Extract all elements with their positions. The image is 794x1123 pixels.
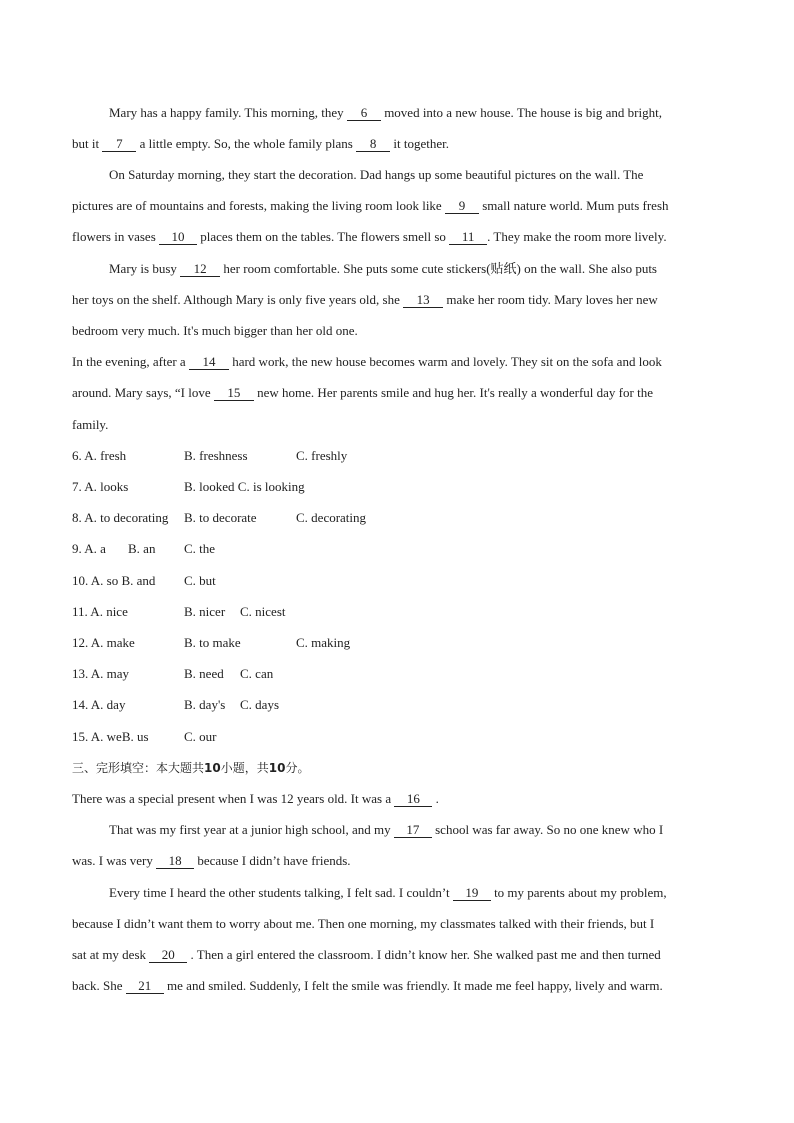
blank-8: 8 bbox=[356, 137, 390, 152]
passage-line bbox=[72, 853, 351, 869]
blank-9: 9 bbox=[445, 199, 479, 214]
text: new home. Her parents smile and hug her. It's really a wonderful day for the bbox=[253, 385, 653, 400]
passage-line bbox=[109, 822, 663, 838]
option-a: 9. A. a bbox=[72, 541, 106, 556]
option-a: 13. A. may bbox=[72, 666, 130, 681]
option-c: C. decorating bbox=[296, 510, 367, 525]
text: pictures are of mountains and forests, making the living room look like bbox=[72, 198, 445, 213]
option-a: 7. A. looks bbox=[72, 479, 129, 494]
text: her toys on the shelf. Although Mary is only five years old, she bbox=[72, 292, 404, 307]
text: because I didn’t want them to worry about me. Then one morning, my classmates talked with their friends, but I bbox=[72, 916, 655, 931]
text: to my parents about my problem, bbox=[490, 885, 667, 900]
blank-15: 15 bbox=[214, 386, 254, 401]
option-a: 15. A. weB. us bbox=[72, 729, 149, 744]
blank-14: 14 bbox=[189, 355, 229, 370]
passage-line bbox=[72, 791, 439, 807]
option-b: B. freshness bbox=[184, 448, 248, 463]
passage-line bbox=[109, 105, 662, 121]
option-c: C. nicest bbox=[240, 604, 286, 619]
text: 10 bbox=[204, 761, 221, 775]
passage-line bbox=[72, 136, 449, 152]
text: Every time I heard the other students talking, I felt sad. I couldn’t bbox=[109, 885, 453, 900]
passage-line bbox=[72, 385, 653, 401]
passage-line bbox=[109, 885, 667, 901]
option-c: C. making bbox=[296, 635, 351, 650]
text: family. bbox=[72, 417, 109, 432]
text: 小题，共 bbox=[220, 761, 269, 775]
option-a: 14. A. day bbox=[72, 697, 126, 712]
passage-line bbox=[72, 323, 358, 339]
text: moved into a new house. The house is big and bright, bbox=[380, 105, 662, 120]
blank-20: 20 bbox=[149, 948, 187, 963]
option-c: C. the bbox=[184, 541, 216, 556]
text: On Saturday morning, they start the decoration. Dad hangs up some beautiful pictures on the wall. The bbox=[109, 167, 644, 182]
text: . Then a girl entered the classroom. I didn’t know her. She walked past me and then turned bbox=[187, 947, 661, 962]
text: hard work, the new house becomes warm and lovely. They sit on the sofa and look bbox=[228, 354, 662, 369]
option-a: 6. A. fresh bbox=[72, 448, 127, 463]
text: 10 bbox=[268, 761, 286, 775]
text: was. I was very bbox=[72, 853, 157, 868]
text: around. Mary says, “I love bbox=[72, 385, 214, 400]
text: me and smiled. Suddenly, I felt the smile was friendly. It made me feel happy, lively and warm. bbox=[163, 978, 663, 993]
blank-16: 16 bbox=[394, 792, 432, 807]
blank-11: 11 bbox=[449, 230, 487, 245]
option-b: B. looked C. is looking bbox=[184, 479, 305, 494]
text: . They make the room more lively. bbox=[487, 229, 667, 244]
text: Mary is busy bbox=[109, 261, 181, 276]
blank-7: 7 bbox=[102, 137, 136, 152]
option-c: C. days bbox=[240, 697, 279, 712]
option-c: C. freshly bbox=[296, 448, 348, 463]
option-b: B. nicer bbox=[184, 604, 226, 619]
text: That was my first year at a junior high school, and my bbox=[109, 822, 394, 837]
passage-line bbox=[72, 292, 658, 308]
option-a: 12. A. make bbox=[72, 635, 135, 650]
option-a: 8. A. to decorating bbox=[72, 510, 169, 525]
option-b: B. to decorate bbox=[184, 510, 257, 525]
blank-13: 13 bbox=[403, 293, 443, 308]
text: make her room tidy. Mary loves her new bbox=[443, 292, 658, 307]
option-b: B. an bbox=[128, 541, 156, 556]
blank-10: 10 bbox=[159, 230, 197, 245]
text: but it bbox=[72, 136, 103, 151]
text: Mary has a happy family. This morning, they bbox=[109, 105, 347, 120]
blank-19: 19 bbox=[453, 886, 491, 901]
passage-line bbox=[72, 916, 654, 932]
passage-line bbox=[72, 947, 661, 963]
text: . bbox=[432, 791, 439, 806]
blank-18: 18 bbox=[156, 854, 194, 869]
text: There was a special present when I was 12 years old. It was a bbox=[72, 791, 395, 806]
text: 分。 bbox=[285, 761, 310, 775]
text: flowers in vases bbox=[72, 229, 160, 244]
option-c: C. can bbox=[240, 666, 274, 681]
section-heading bbox=[72, 760, 309, 776]
passage-line bbox=[72, 198, 669, 214]
text: small nature world. Mum puts fresh bbox=[478, 198, 669, 213]
text: school was far away. So no one knew who I bbox=[431, 822, 664, 837]
option-c: C. but bbox=[184, 573, 216, 588]
blank-12: 12 bbox=[180, 262, 220, 277]
option-b: B. to make bbox=[184, 635, 241, 650]
text: places them on the tables. The flowers smell so bbox=[197, 229, 450, 244]
option-c: C. our bbox=[184, 729, 217, 744]
blank-17: 17 bbox=[394, 823, 432, 838]
text: a little empty. So, the whole family plans bbox=[136, 136, 357, 151]
text: back. She bbox=[72, 978, 126, 993]
option-a: 10. A. so B. and bbox=[72, 573, 156, 588]
text: bedroom very much. It's much bigger than her old one. bbox=[72, 323, 358, 338]
passage-line bbox=[72, 229, 667, 245]
text: 三、完形填空：本大题共 bbox=[72, 761, 205, 775]
option-b: B. day's bbox=[184, 697, 226, 712]
blank-21: 21 bbox=[126, 979, 164, 994]
option-b: B. need bbox=[184, 666, 224, 681]
text: it together. bbox=[390, 136, 449, 151]
text: because I didn’t have friends. bbox=[194, 853, 351, 868]
text: In the evening, after a bbox=[72, 354, 189, 369]
passage-line bbox=[72, 978, 663, 994]
passage-line bbox=[109, 261, 657, 277]
passage-line bbox=[109, 167, 643, 183]
text: sat at my desk bbox=[72, 947, 150, 962]
passage-line bbox=[72, 417, 108, 433]
option-a: 11. A. nice bbox=[72, 604, 128, 619]
passage-line bbox=[72, 354, 662, 370]
blank-6: 6 bbox=[347, 106, 381, 121]
text: her room comfortable. She puts some cute stickers(贴纸) on the wall. She also puts bbox=[220, 261, 657, 276]
